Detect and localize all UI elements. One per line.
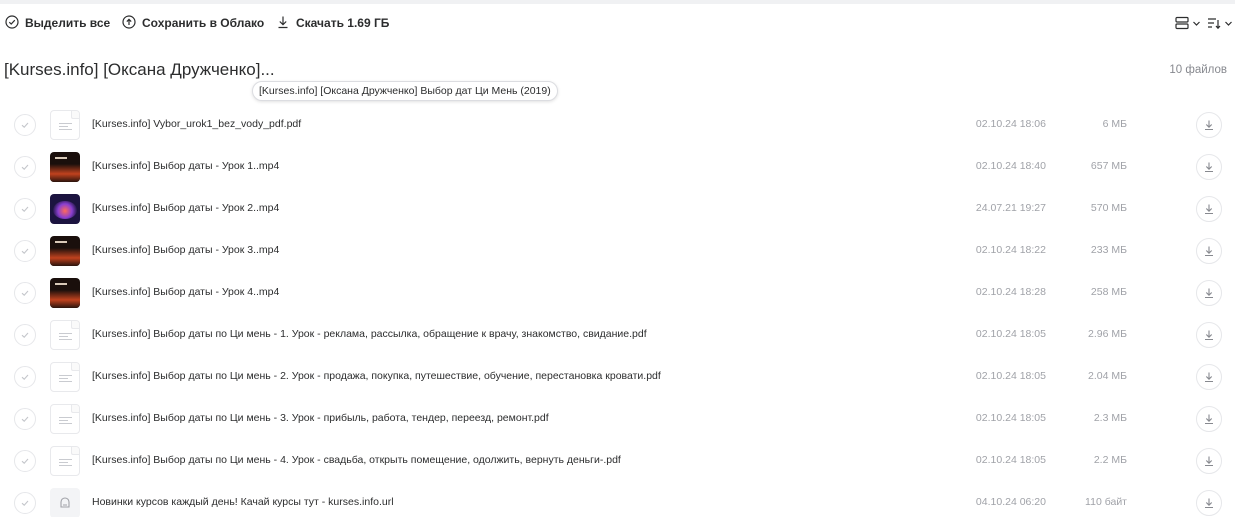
file-name[interactable]: [Kurses.info] Выбор даты - Урок 2..mp4: [92, 202, 280, 214]
file-date: 02.10.24 18:28: [975, 286, 1046, 298]
download-icon: [1203, 161, 1215, 173]
file-row[interactable]: [0, 398, 1235, 440]
link-icon: [50, 488, 80, 517]
video-thumbnail: [50, 278, 80, 308]
file-name[interactable]: [Kurses.info] Выбор даты по Ци мень - 3. Урок - прибыль, работа, тендер, переезд, ремонт.pdf: [92, 412, 549, 424]
file-row[interactable]: [0, 440, 1235, 482]
download-icon: [276, 15, 290, 32]
folder-title: [Kurses.info] [Оксана Дружченко]...: [4, 60, 275, 79]
download-icon: [1203, 203, 1215, 215]
download-all-button[interactable]: [276, 13, 389, 33]
download-file-button[interactable]: [1196, 490, 1222, 516]
row-checkbox[interactable]: [14, 492, 36, 514]
file-date: 02.10.24 18:22: [975, 244, 1046, 256]
check-icon: [20, 330, 30, 340]
download-file-button[interactable]: [1196, 196, 1222, 222]
sort-icon: [1207, 16, 1221, 30]
toolbar: [0, 4, 1235, 42]
row-checkbox[interactable]: [14, 366, 36, 388]
save-to-cloud-button[interactable]: [122, 13, 264, 33]
file-row[interactable]: [0, 146, 1235, 188]
file-name[interactable]: Новинки курсов каждый день! Качай курсы тут - kurses.info.url: [92, 496, 394, 508]
check-icon: [20, 246, 30, 256]
check-icon: [20, 456, 30, 466]
select-all-label: Выделить все: [25, 16, 111, 30]
download-file-button[interactable]: [1196, 112, 1222, 138]
file-size: 657 МБ: [1090, 160, 1127, 172]
folder-title-tooltip: [Kurses.info] [Оксана Дружченко] Выбор дат Ци Мень (2019): [252, 81, 558, 101]
row-checkbox[interactable]: [14, 282, 36, 304]
file-name[interactable]: [Kurses.info] Выбор даты - Урок 1..mp4: [92, 160, 280, 172]
download-file-button[interactable]: [1196, 448, 1222, 474]
file-date: 02.10.24 18:40: [975, 160, 1046, 172]
check-icon: [20, 120, 30, 130]
file-size: 2.96 МБ: [1088, 328, 1127, 340]
file-date: 02.10.24 18:05: [975, 412, 1046, 424]
file-size: 2.3 МБ: [1093, 412, 1127, 424]
download-file-button[interactable]: [1196, 238, 1222, 264]
pdf-icon: [50, 404, 80, 434]
select-all-button[interactable]: [5, 13, 110, 33]
file-count: 10 файлов: [1169, 64, 1227, 76]
download-icon: [1203, 455, 1215, 467]
video-thumbnail: [50, 236, 80, 266]
download-file-button[interactable]: [1196, 322, 1222, 348]
file-row[interactable]: [0, 356, 1235, 398]
download-icon: [1203, 371, 1215, 383]
file-date: 02.10.24 18:05: [975, 454, 1046, 466]
download-file-button[interactable]: [1196, 406, 1222, 432]
chevron-down-icon: [1192, 19, 1201, 28]
row-checkbox[interactable]: [14, 198, 36, 220]
pdf-icon: [50, 446, 80, 476]
row-checkbox[interactable]: [14, 240, 36, 262]
video-thumbnail: [50, 194, 80, 224]
file-date: 02.10.24 18:06: [975, 118, 1046, 130]
file-size: 6 МБ: [1102, 118, 1127, 130]
file-name[interactable]: [Kurses.info] Выбор даты по Ци мень - 4. Урок - свадьба, открыть помещение, одолжить, вернуть деньги-.pdf: [92, 454, 621, 466]
download-icon: [1203, 287, 1215, 299]
file-name[interactable]: [Kurses.info] Выбор даты по Ци мень - 1. Урок - реклама, рассылка, обращение к врачу, знакомство, свидание.pdf: [92, 328, 647, 340]
check-icon: [20, 162, 30, 172]
file-name[interactable]: [Kurses.info] Выбор даты - Урок 4..mp4: [92, 286, 280, 298]
download-icon: [1203, 329, 1215, 341]
save-to-cloud-label: Сохранить в Облако: [142, 16, 265, 30]
file-date: 02.10.24 18:05: [975, 328, 1046, 340]
file-date: 24.07.21 19:27: [975, 202, 1046, 214]
row-checkbox[interactable]: [14, 114, 36, 136]
check-icon: [20, 288, 30, 298]
file-row[interactable]: [0, 230, 1235, 272]
download-file-button[interactable]: [1196, 154, 1222, 180]
file-size: 2.04 МБ: [1088, 370, 1127, 382]
download-all-label: Скачать 1.69 ГБ: [296, 16, 390, 30]
row-checkbox[interactable]: [14, 324, 36, 346]
row-checkbox[interactable]: [14, 156, 36, 178]
download-file-button[interactable]: [1196, 280, 1222, 306]
check-icon: [20, 372, 30, 382]
file-date: 02.10.24 18:05: [975, 370, 1046, 382]
view-mode-toggle[interactable]: [1175, 15, 1201, 31]
check-circle-icon: [5, 15, 19, 32]
file-date: 04.10.24 06:20: [975, 496, 1046, 508]
file-row[interactable]: [0, 482, 1235, 517]
download-file-button[interactable]: [1196, 364, 1222, 390]
pdf-icon: [50, 362, 80, 392]
pdf-icon: [50, 110, 80, 140]
cloud-upload-icon: [122, 15, 136, 32]
list-view-icon: [1175, 16, 1189, 30]
file-size: 2.2 МБ: [1093, 454, 1127, 466]
file-size: 233 МБ: [1090, 244, 1127, 256]
chevron-down-icon: [1224, 19, 1233, 28]
file-row[interactable]: [0, 272, 1235, 314]
download-icon: [1203, 245, 1215, 257]
video-thumbnail: [50, 152, 80, 182]
file-size: 258 МБ: [1090, 286, 1127, 298]
download-icon: [1203, 413, 1215, 425]
file-name[interactable]: [Kurses.info] Выбор даты по Ци мень - 2. Урок - продажа, покупка, путешествие, обучение, перестановка кровати.pdf: [92, 370, 661, 382]
row-checkbox[interactable]: [14, 408, 36, 430]
file-name[interactable]: [Kurses.info] Выбор даты - Урок 3..mp4: [92, 244, 280, 256]
file-row[interactable]: [0, 104, 1235, 146]
sort-toggle[interactable]: [1207, 15, 1233, 31]
file-name[interactable]: [Kurses.info] Vybor_urok1_bez_vody_pdf.pdf: [92, 118, 302, 130]
file-size: 110 байт: [1085, 496, 1127, 508]
check-icon: [20, 414, 30, 424]
check-icon: [20, 498, 30, 508]
file-row[interactable]: [0, 188, 1235, 230]
pdf-icon: [50, 320, 80, 350]
file-size: 570 МБ: [1090, 202, 1127, 214]
check-icon: [20, 204, 30, 214]
download-icon: [1203, 119, 1215, 131]
row-checkbox[interactable]: [14, 450, 36, 472]
download-icon: [1203, 497, 1215, 509]
file-row[interactable]: [0, 314, 1235, 356]
